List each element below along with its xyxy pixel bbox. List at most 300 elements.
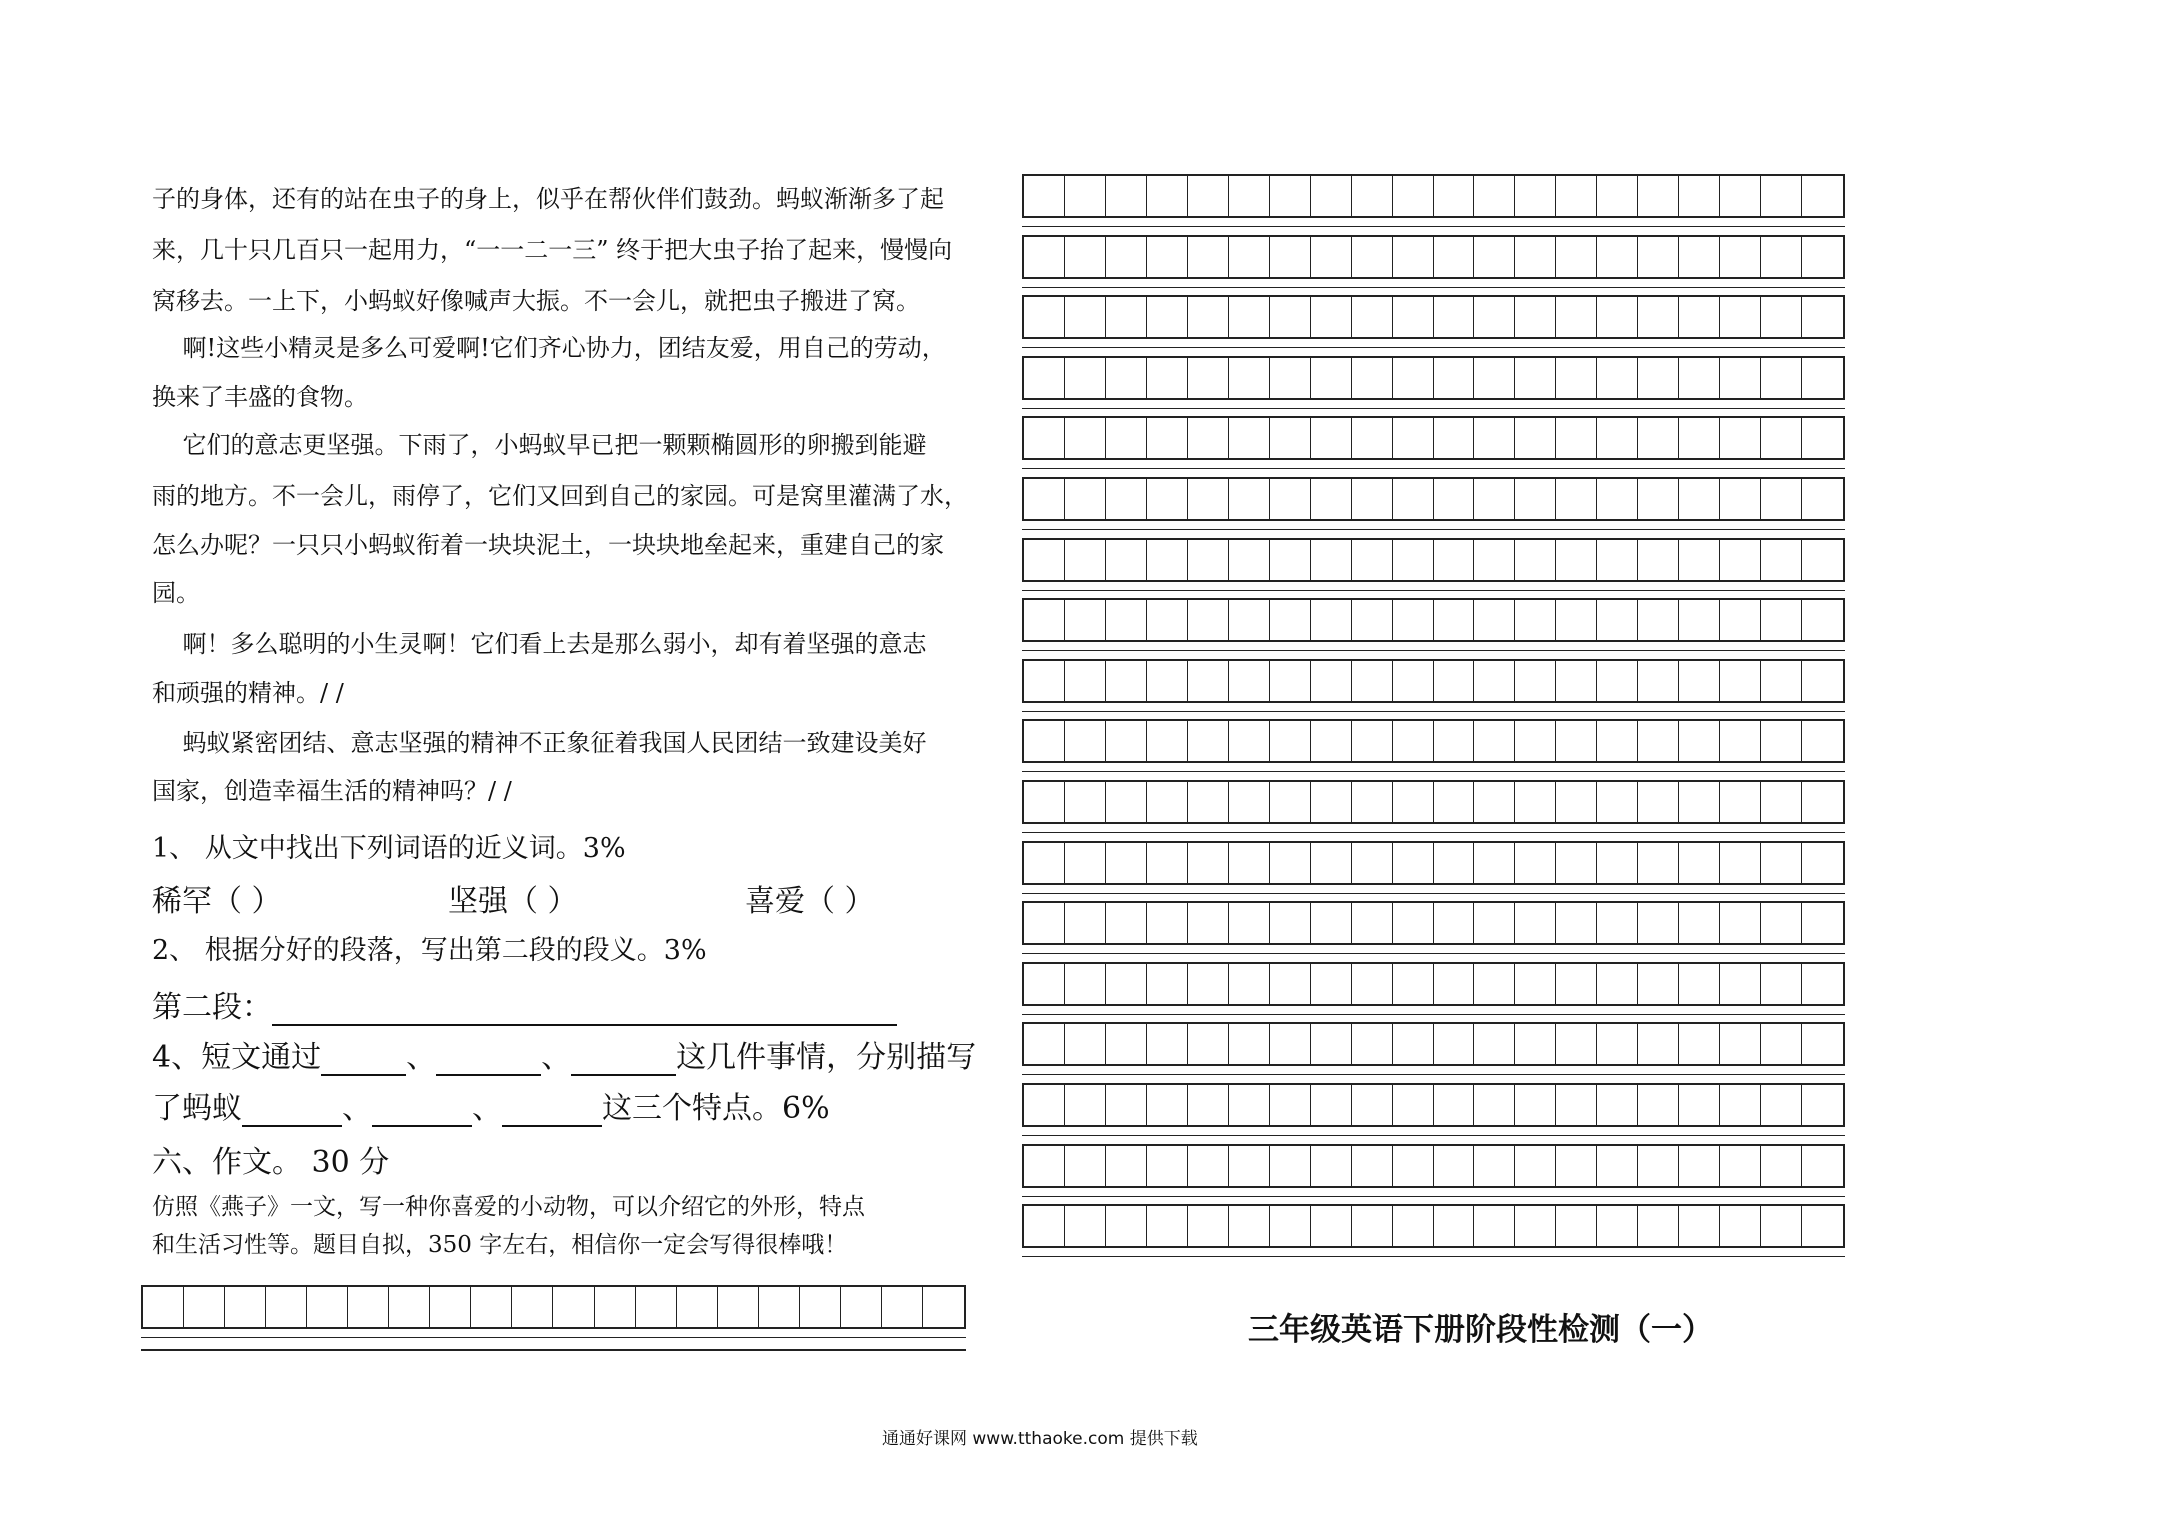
grid-cell[interactable]	[1352, 661, 1393, 701]
grid-cell[interactable]	[1270, 600, 1311, 640]
grid-cell[interactable]	[1679, 358, 1720, 398]
grid-cell[interactable]	[1515, 1024, 1556, 1064]
grid-cell[interactable]	[1147, 479, 1188, 519]
grid-cell[interactable]	[1106, 600, 1147, 640]
grid-cell[interactable]	[1352, 358, 1393, 398]
grid-cell[interactable]	[1474, 418, 1515, 458]
grid-cell[interactable]	[1311, 661, 1352, 701]
grid-cell[interactable]	[143, 1287, 184, 1327]
grid-cell[interactable]	[1106, 358, 1147, 398]
grid-cell[interactable]	[1024, 176, 1065, 216]
grid-cell[interactable]	[1024, 1206, 1065, 1246]
grid-cell[interactable]	[1024, 297, 1065, 337]
grid-cell[interactable]	[1761, 1024, 1802, 1064]
grid-cell[interactable]	[1515, 600, 1556, 640]
grid-cell[interactable]	[1720, 903, 1761, 943]
grid-cell[interactable]	[184, 1287, 225, 1327]
grid-cell[interactable]	[1065, 721, 1106, 761]
grid-cell[interactable]	[1188, 782, 1229, 822]
grid-cell[interactable]	[1147, 964, 1188, 1004]
grid-row[interactable]	[1022, 962, 1845, 1006]
grid-cell[interactable]	[1802, 721, 1843, 761]
grid-cell[interactable]	[1352, 782, 1393, 822]
grid-cell[interactable]	[1229, 1085, 1270, 1125]
grid-cell[interactable]	[1393, 1206, 1434, 1246]
grid-cell[interactable]	[1065, 782, 1106, 822]
grid-cell[interactable]	[1106, 964, 1147, 1004]
grid-cell[interactable]	[1065, 964, 1106, 1004]
grid-cell[interactable]	[1393, 176, 1434, 216]
grid-cell[interactable]	[1393, 1085, 1434, 1125]
grid-cell[interactable]	[1147, 600, 1188, 640]
q4-blank[interactable]	[372, 1095, 472, 1127]
grid-cell[interactable]	[1597, 1024, 1638, 1064]
grid-cell[interactable]	[1556, 721, 1597, 761]
q2-answer-line[interactable]	[272, 994, 897, 1026]
grid-cell[interactable]	[1679, 661, 1720, 701]
grid-cell[interactable]	[1474, 903, 1515, 943]
grid-cell[interactable]	[1802, 903, 1843, 943]
grid-cell[interactable]	[1434, 358, 1475, 398]
grid-cell[interactable]	[1106, 297, 1147, 337]
grid-cell[interactable]	[882, 1287, 923, 1327]
grid-cell[interactable]	[1720, 1206, 1761, 1246]
grid-cell[interactable]	[1065, 1146, 1106, 1186]
grid-cell[interactable]	[1720, 1024, 1761, 1064]
grid-cell[interactable]	[1311, 1024, 1352, 1064]
grid-cell[interactable]	[1106, 661, 1147, 701]
grid-cell[interactable]	[1352, 721, 1393, 761]
grid-cell[interactable]	[1556, 1024, 1597, 1064]
grid-cell[interactable]	[595, 1287, 636, 1327]
grid-cell[interactable]	[1147, 661, 1188, 701]
grid-cell[interactable]	[1556, 843, 1597, 883]
grid-cell[interactable]	[1311, 418, 1352, 458]
grid-cell[interactable]	[1434, 964, 1475, 1004]
grid-cell[interactable]	[1474, 1024, 1515, 1064]
grid-cell[interactable]	[1147, 782, 1188, 822]
grid-cell[interactable]	[1311, 600, 1352, 640]
grid-cell[interactable]	[1229, 297, 1270, 337]
grid-cell[interactable]	[1311, 1085, 1352, 1125]
q4-blank[interactable]	[571, 1044, 676, 1076]
grid-cell[interactable]	[1802, 964, 1843, 1004]
grid-cell[interactable]	[1024, 843, 1065, 883]
grid-cell[interactable]	[1761, 176, 1802, 216]
grid-cell[interactable]	[1434, 237, 1475, 277]
grid-cell[interactable]	[1270, 1146, 1311, 1186]
grid-cell[interactable]	[1679, 1085, 1720, 1125]
grid-cell[interactable]	[1188, 964, 1229, 1004]
grid-cell[interactable]	[1352, 237, 1393, 277]
grid-cell[interactable]	[1802, 782, 1843, 822]
grid-cell[interactable]	[1638, 358, 1679, 398]
grid-cell[interactable]	[1024, 964, 1065, 1004]
grid-cell[interactable]	[1106, 176, 1147, 216]
grid-cell[interactable]	[1270, 479, 1311, 519]
grid-cell[interactable]	[1311, 297, 1352, 337]
grid-cell[interactable]	[1597, 964, 1638, 1004]
grid-cell[interactable]	[1638, 843, 1679, 883]
grid-cell[interactable]	[1597, 1206, 1638, 1246]
grid-cell[interactable]	[1393, 540, 1434, 580]
grid-cell[interactable]	[1147, 297, 1188, 337]
grid-cell[interactable]	[1106, 1024, 1147, 1064]
grid-cell[interactable]	[1679, 1146, 1720, 1186]
grid-cell[interactable]	[1802, 843, 1843, 883]
grid-cell[interactable]	[1515, 176, 1556, 216]
grid-cell[interactable]	[1556, 661, 1597, 701]
grid-cell[interactable]	[1393, 358, 1434, 398]
grid-cell[interactable]	[1024, 418, 1065, 458]
grid-cell[interactable]	[1270, 903, 1311, 943]
grid-cell[interactable]	[1188, 237, 1229, 277]
grid-cell[interactable]	[1474, 964, 1515, 1004]
grid-cell[interactable]	[1270, 964, 1311, 1004]
grid-cell[interactable]	[389, 1287, 430, 1327]
grid-cell[interactable]	[1352, 540, 1393, 580]
grid-cell[interactable]	[759, 1287, 800, 1327]
q4-blank[interactable]	[321, 1044, 406, 1076]
grid-cell[interactable]	[1229, 843, 1270, 883]
grid-cell[interactable]	[841, 1287, 882, 1327]
grid-cell[interactable]	[471, 1287, 512, 1327]
grid-row[interactable]	[1022, 356, 1845, 400]
grid-cell[interactable]	[1679, 479, 1720, 519]
grid-cell[interactable]	[1597, 600, 1638, 640]
grid-cell[interactable]	[1720, 600, 1761, 640]
grid-cell[interactable]	[1597, 661, 1638, 701]
grid-cell[interactable]	[1638, 418, 1679, 458]
grid-cell[interactable]	[1270, 1206, 1311, 1246]
grid-cell[interactable]	[1556, 964, 1597, 1004]
grid-cell[interactable]	[1106, 782, 1147, 822]
grid-cell[interactable]	[1147, 418, 1188, 458]
grid-cell[interactable]	[1474, 540, 1515, 580]
grid-cell[interactable]	[1229, 358, 1270, 398]
grid-cell[interactable]	[1802, 358, 1843, 398]
grid-cell[interactable]	[1188, 721, 1229, 761]
grid-cell[interactable]	[1761, 843, 1802, 883]
grid-cell[interactable]	[1229, 600, 1270, 640]
grid-cell[interactable]	[1106, 418, 1147, 458]
grid-cell[interactable]	[1638, 176, 1679, 216]
grid-row[interactable]	[1022, 416, 1845, 460]
grid-cell[interactable]	[636, 1287, 677, 1327]
grid-cell[interactable]	[1515, 903, 1556, 943]
grid-cell[interactable]	[1638, 479, 1679, 519]
grid-cell[interactable]	[1024, 782, 1065, 822]
grid-cell[interactable]	[1720, 721, 1761, 761]
grid-cell[interactable]	[1434, 782, 1475, 822]
grid-cell[interactable]	[1679, 782, 1720, 822]
grid-cell[interactable]	[1679, 237, 1720, 277]
grid-cell[interactable]	[1474, 661, 1515, 701]
grid-cell[interactable]	[1597, 297, 1638, 337]
grid-cell[interactable]	[1720, 237, 1761, 277]
grid-row[interactable]	[1022, 1144, 1845, 1188]
grid-cell[interactable]	[1393, 721, 1434, 761]
grid-cell[interactable]	[1638, 297, 1679, 337]
grid-cell[interactable]	[1434, 1024, 1475, 1064]
grid-cell[interactable]	[1434, 600, 1475, 640]
grid-cell[interactable]	[1352, 903, 1393, 943]
grid-cell[interactable]	[1720, 964, 1761, 1004]
grid-cell[interactable]	[1638, 1085, 1679, 1125]
grid-cell[interactable]	[1434, 176, 1475, 216]
grid-cell[interactable]	[1515, 540, 1556, 580]
grid-cell[interactable]	[1106, 843, 1147, 883]
grid-cell[interactable]	[1229, 1206, 1270, 1246]
grid-cell[interactable]	[1474, 782, 1515, 822]
grid-cell[interactable]	[1270, 540, 1311, 580]
grid-row[interactable]	[1022, 901, 1845, 945]
grid-cell[interactable]	[1434, 843, 1475, 883]
grid-cell[interactable]	[1434, 1085, 1475, 1125]
grid-cell[interactable]	[1311, 540, 1352, 580]
grid-row[interactable]	[1022, 174, 1845, 218]
grid-cell[interactable]	[1393, 1146, 1434, 1186]
grid-cell[interactable]	[1761, 661, 1802, 701]
grid-cell[interactable]	[1188, 843, 1229, 883]
grid-cell[interactable]	[1720, 540, 1761, 580]
q4-blank[interactable]	[242, 1095, 342, 1127]
grid-cell[interactable]	[1597, 540, 1638, 580]
grid-cell[interactable]	[1188, 297, 1229, 337]
grid-cell[interactable]	[1270, 358, 1311, 398]
grid-cell[interactable]	[1188, 358, 1229, 398]
grid-cell[interactable]	[1802, 479, 1843, 519]
grid-cell[interactable]	[1024, 1146, 1065, 1186]
grid-cell[interactable]	[1434, 1146, 1475, 1186]
grid-cell[interactable]	[1065, 661, 1106, 701]
grid-row[interactable]	[1022, 841, 1845, 885]
grid-cell[interactable]	[1147, 1206, 1188, 1246]
grid-row[interactable]	[1022, 659, 1845, 703]
grid-cell[interactable]	[1393, 843, 1434, 883]
grid-cell[interactable]	[1761, 358, 1802, 398]
grid-cell[interactable]	[1024, 237, 1065, 277]
grid-cell[interactable]	[1393, 418, 1434, 458]
grid-cell[interactable]	[1720, 358, 1761, 398]
grid-cell[interactable]	[1352, 297, 1393, 337]
grid-cell[interactable]	[1147, 1085, 1188, 1125]
grid-cell[interactable]	[1352, 418, 1393, 458]
grid-cell[interactable]	[1679, 1024, 1720, 1064]
grid-cell[interactable]	[1229, 1024, 1270, 1064]
grid-cell[interactable]	[1515, 237, 1556, 277]
q4-blank[interactable]	[436, 1044, 541, 1076]
grid-cell[interactable]	[1270, 721, 1311, 761]
grid-cell[interactable]	[1352, 1206, 1393, 1246]
grid-cell[interactable]	[1188, 1146, 1229, 1186]
grid-cell[interactable]	[1556, 418, 1597, 458]
grid-cell[interactable]	[1393, 903, 1434, 943]
grid-cell[interactable]	[1229, 479, 1270, 519]
grid-cell[interactable]	[1311, 358, 1352, 398]
grid-cell[interactable]	[1515, 843, 1556, 883]
grid-cell[interactable]	[1638, 1206, 1679, 1246]
grid-row[interactable]	[1022, 538, 1845, 582]
grid-cell[interactable]	[1720, 661, 1761, 701]
grid-row[interactable]	[1022, 598, 1845, 642]
grid-cell[interactable]	[1597, 721, 1638, 761]
grid-cell[interactable]	[1229, 176, 1270, 216]
grid-cell[interactable]	[1106, 1085, 1147, 1125]
grid-cell[interactable]	[1393, 1024, 1434, 1064]
grid-cell[interactable]	[1638, 782, 1679, 822]
grid-cell[interactable]	[1720, 479, 1761, 519]
grid-cell[interactable]	[1147, 1024, 1188, 1064]
grid-cell[interactable]	[1393, 964, 1434, 1004]
grid-cell[interactable]	[225, 1287, 266, 1327]
grid-cell[interactable]	[1229, 237, 1270, 277]
grid-cell[interactable]	[1311, 964, 1352, 1004]
grid-cell[interactable]	[1597, 1085, 1638, 1125]
grid-cell[interactable]	[1802, 297, 1843, 337]
grid-cell[interactable]	[1270, 237, 1311, 277]
grid-cell[interactable]	[1147, 540, 1188, 580]
grid-cell[interactable]	[1147, 903, 1188, 943]
grid-cell[interactable]	[1515, 721, 1556, 761]
grid-cell[interactable]	[266, 1287, 307, 1327]
grid-cell[interactable]	[1638, 237, 1679, 277]
grid-cell[interactable]	[1270, 176, 1311, 216]
grid-cell[interactable]	[923, 1287, 964, 1327]
grid-cell[interactable]	[1106, 903, 1147, 943]
grid-cell[interactable]	[1188, 1206, 1229, 1246]
grid-cell[interactable]	[1065, 1085, 1106, 1125]
grid-cell[interactable]	[1679, 176, 1720, 216]
grid-row[interactable]	[1022, 1083, 1845, 1127]
grid-cell[interactable]	[1679, 540, 1720, 580]
grid-cell[interactable]	[1474, 1146, 1515, 1186]
grid-cell[interactable]	[1597, 176, 1638, 216]
grid-cell[interactable]	[1352, 600, 1393, 640]
grid-cell[interactable]	[1229, 540, 1270, 580]
grid-cell[interactable]	[1679, 1206, 1720, 1246]
grid-cell[interactable]	[1515, 661, 1556, 701]
grid-cell[interactable]	[1188, 1085, 1229, 1125]
grid-cell[interactable]	[1720, 782, 1761, 822]
grid-cell[interactable]	[1229, 418, 1270, 458]
grid-cell[interactable]	[1024, 903, 1065, 943]
grid-cell[interactable]	[1188, 176, 1229, 216]
grid-cell[interactable]	[1474, 1085, 1515, 1125]
grid-cell[interactable]	[1679, 721, 1720, 761]
grid-cell[interactable]	[1802, 661, 1843, 701]
grid-cell[interactable]	[1474, 479, 1515, 519]
grid-cell[interactable]	[1556, 1146, 1597, 1186]
grid-cell[interactable]	[1638, 1024, 1679, 1064]
grid-cell[interactable]	[1393, 661, 1434, 701]
grid-cell[interactable]	[1802, 1024, 1843, 1064]
grid-cell[interactable]	[1761, 237, 1802, 277]
grid-cell[interactable]	[1474, 358, 1515, 398]
grid-cell[interactable]	[1434, 661, 1475, 701]
grid-cell[interactable]	[1556, 297, 1597, 337]
grid-cell[interactable]	[1802, 1085, 1843, 1125]
grid-cell[interactable]	[1311, 843, 1352, 883]
grid-cell[interactable]	[1679, 843, 1720, 883]
grid-cell[interactable]	[1474, 721, 1515, 761]
grid-cell[interactable]	[1229, 964, 1270, 1004]
grid-cell[interactable]	[1106, 1206, 1147, 1246]
grid-cell[interactable]	[1515, 479, 1556, 519]
grid-cell[interactable]	[1802, 540, 1843, 580]
grid-cell[interactable]	[1393, 297, 1434, 337]
grid-cell[interactable]	[430, 1287, 471, 1327]
grid-cell[interactable]	[1638, 721, 1679, 761]
grid-cell[interactable]	[1188, 540, 1229, 580]
grid-cell[interactable]	[1352, 1146, 1393, 1186]
grid-cell[interactable]	[1065, 540, 1106, 580]
grid-cell[interactable]	[1761, 1085, 1802, 1125]
grid-cell[interactable]	[1679, 297, 1720, 337]
grid-cell[interactable]	[1024, 1024, 1065, 1064]
grid-cell[interactable]	[1556, 540, 1597, 580]
grid-cell[interactable]	[1188, 479, 1229, 519]
grid-cell[interactable]	[1188, 600, 1229, 640]
grid-cell[interactable]	[677, 1287, 718, 1327]
grid-cell[interactable]	[1270, 418, 1311, 458]
grid-cell[interactable]	[1311, 721, 1352, 761]
grid-cell[interactable]	[1024, 358, 1065, 398]
grid-cell[interactable]	[1106, 237, 1147, 277]
grid-cell[interactable]	[1024, 479, 1065, 519]
grid-cell[interactable]	[1311, 479, 1352, 519]
grid-cell[interactable]	[1761, 964, 1802, 1004]
grid-cell[interactable]	[1597, 237, 1638, 277]
grid-cell[interactable]	[1556, 237, 1597, 277]
grid-cell[interactable]	[1229, 661, 1270, 701]
grid-cell[interactable]	[1270, 1085, 1311, 1125]
grid-cell[interactable]	[1556, 479, 1597, 519]
grid-cell[interactable]	[1761, 418, 1802, 458]
grid-cell[interactable]	[1147, 237, 1188, 277]
grid-cell[interactable]	[1556, 176, 1597, 216]
grid-cell[interactable]	[1474, 843, 1515, 883]
grid-cell[interactable]	[1147, 721, 1188, 761]
grid-cell[interactable]	[1474, 237, 1515, 277]
grid-cell[interactable]	[1065, 1206, 1106, 1246]
grid-cell[interactable]	[1720, 843, 1761, 883]
grid-cell[interactable]	[1638, 1146, 1679, 1186]
grid-cell[interactable]	[1270, 782, 1311, 822]
grid-cell[interactable]	[1679, 964, 1720, 1004]
grid-cell[interactable]	[1761, 479, 1802, 519]
grid-cell[interactable]	[1556, 358, 1597, 398]
grid-cell[interactable]	[1761, 600, 1802, 640]
grid-cell[interactable]	[1270, 843, 1311, 883]
grid-cell[interactable]	[1229, 782, 1270, 822]
grid-cell[interactable]	[1311, 176, 1352, 216]
grid-row[interactable]	[1022, 235, 1845, 279]
grid-cell[interactable]	[1515, 1146, 1556, 1186]
grid-cell[interactable]	[1311, 1206, 1352, 1246]
grid-cell[interactable]	[1270, 297, 1311, 337]
grid-cell[interactable]	[1802, 1206, 1843, 1246]
q4-blank[interactable]	[502, 1095, 602, 1127]
grid-cell[interactable]	[1434, 903, 1475, 943]
grid-cell[interactable]	[1638, 540, 1679, 580]
grid-cell[interactable]	[1229, 1146, 1270, 1186]
grid-cell[interactable]	[1597, 843, 1638, 883]
grid-cell[interactable]	[1761, 297, 1802, 337]
grid-cell[interactable]	[1474, 1206, 1515, 1246]
grid-cell[interactable]	[1393, 782, 1434, 822]
grid-cell[interactable]	[1311, 237, 1352, 277]
